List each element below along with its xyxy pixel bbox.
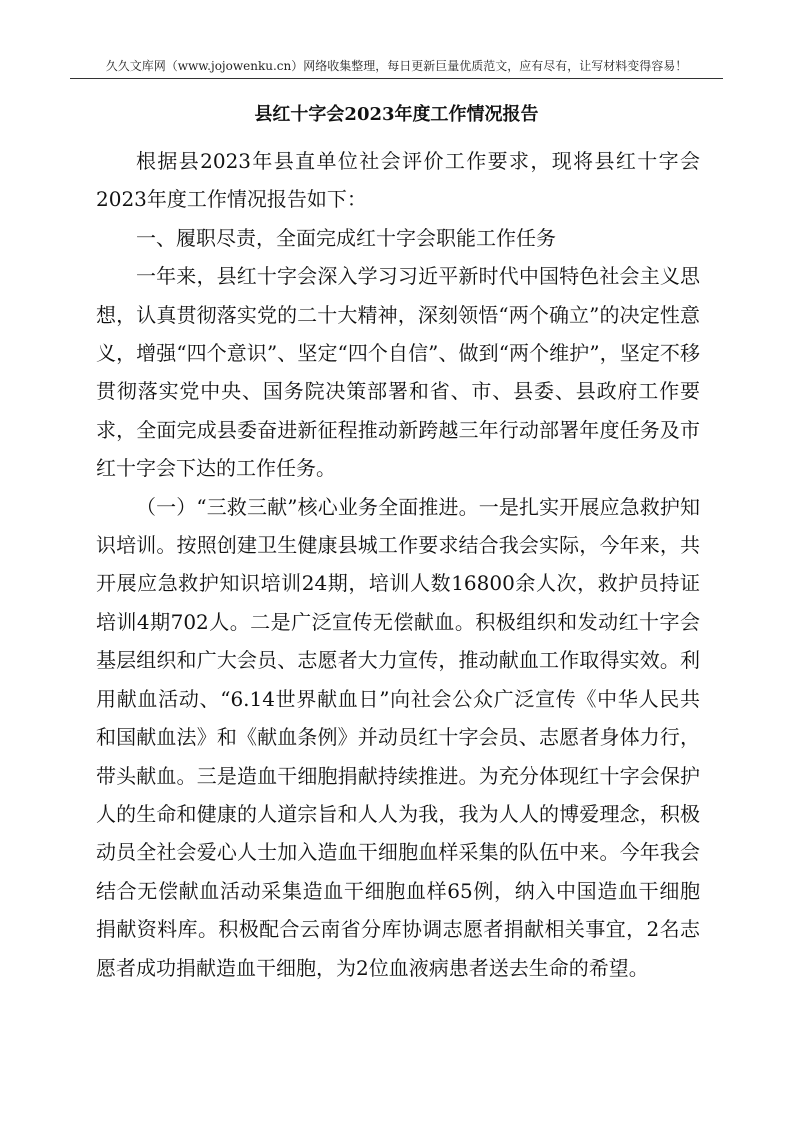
body-paragraph: （一）“三救三献”核心业务全面推进。一是扎实开展应急救护知识培训。按照创建卫生健康县城工作要求结合我会实际，今年来，共开展应急救护知识培训24期，培训人数16800余人次，救护员持证培训4期702人。二是广泛宣传无偿献血。积极组织和发动红十字会基层组织和广大会员、志愿者大力宣传，推动献血工作取得实效。利用献血活动、“6.14世界献血日”向社会公众广泛宣传《中华人民共和国献血法》和《献血条例》并动员红十字会员、志愿者身体力行，带头献血。三是造血干细胞捐献持续推进。为充分体现红十字会保护人的生命和健康的人道宗旨和人人为我，我为人人的博爱理念，积极动员全社会爱心人士加入造血干细胞血样采集的队伍中来。今年我会结合无偿献血活动采集造血干细胞血样65例，纳入中国造血干细胞捐献资料库。积极配合云南省分库协调志愿者捐献相关事宜，2名志愿者成功捐献造血干细胞，为2位血液病患者送去生命的希望。	[96, 494, 700, 980]
header-divider	[70, 78, 723, 79]
document-body	[96, 142, 700, 987]
document-title: 县红十字会2023年度工作情况报告	[254, 104, 539, 125]
section-heading-1: 一、履职尽责，全面完成红十字会职能工作任务	[136, 225, 556, 250]
intro-paragraph: 根据县2023年县直单位社会评价工作要求，现将县红十字会2023年度工作情况报告如下：	[96, 149, 700, 212]
body-paragraph: 一年来，县红十字会深入学习习近平新时代中国特色社会主义思想，认真贯彻落实党的二十大精神，深刻领悟“两个确立”的决定性意义，增强“四个意识”、坚定“四个自信”、做到“两个维护”，坚定不移贯彻落实党中央、国务院决策部署和省、市、县委、县政府工作要求，全面完成县委奋进新征程推动新跨越三年行动部署年度任务及市红十字会下达的工作任务。	[96, 264, 700, 481]
page-header: 久久文库网（www.jojowenku.cn）网络收集整理，每日更新巨量优质范文，应有尽有，让写材料变得容易！	[105, 59, 688, 73]
